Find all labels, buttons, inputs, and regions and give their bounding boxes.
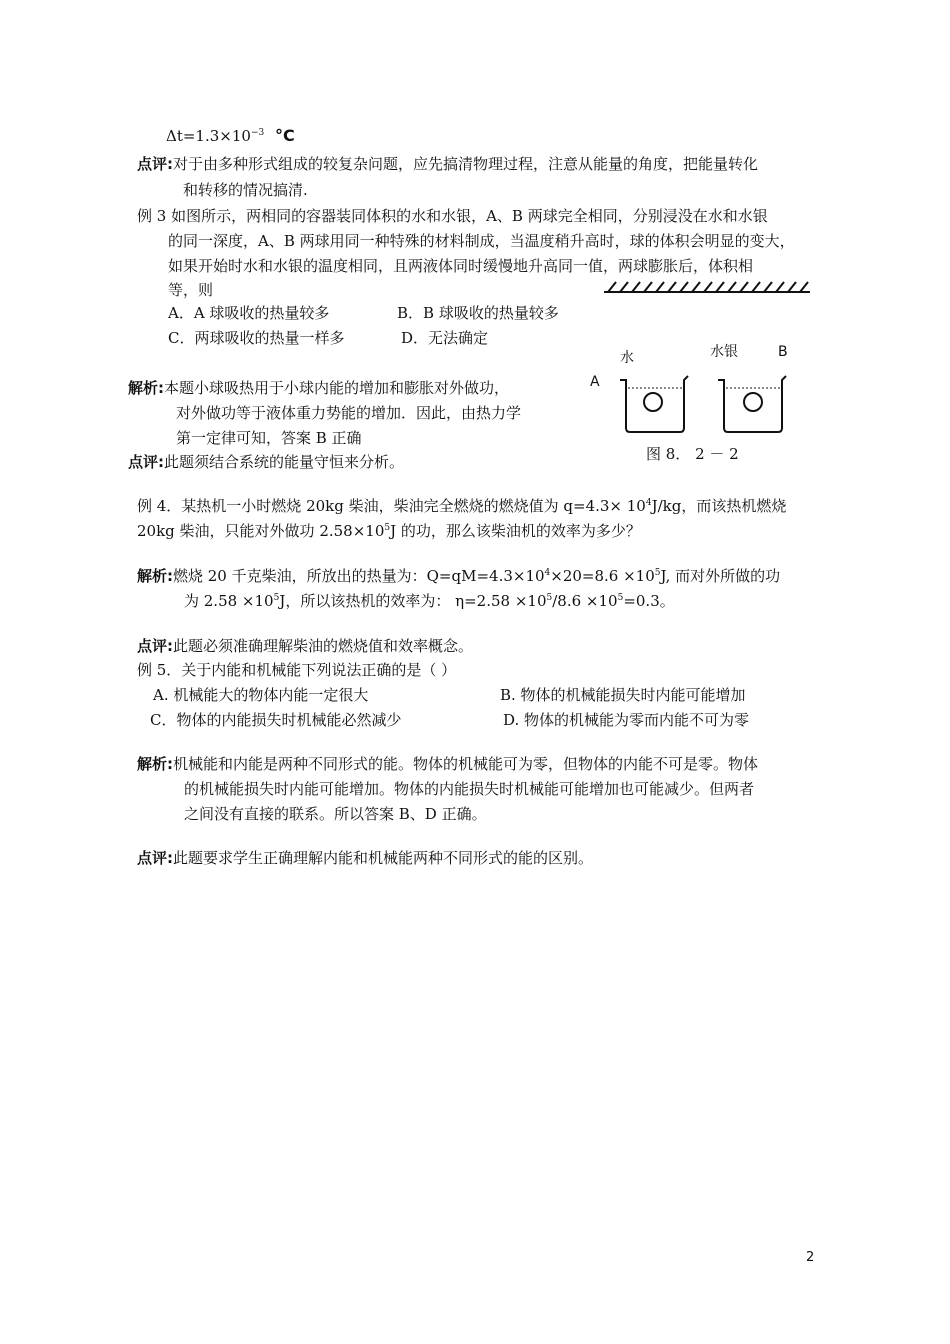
example4-line1: 例 4．某热机一小时燃烧 20kg 柴油，柴油完全燃烧的燃烧值为 $q=4.3\times 10^4J/kg$，而该热机燃烧 — [137, 497, 787, 515]
analysis4-line2: 为 $2.58 \times 10^5J$，所以该热机的效率为： $\eta=2.58 \times 10^5/8.6 \times 10^5=0.3$。 — [184, 592, 675, 610]
ball-a — [644, 393, 662, 411]
comment-label: 点评: — [128, 453, 164, 471]
example5-question: 例 5．关于内能和机械能下列说法正确的是（ ） — [137, 661, 457, 679]
comment-label: 点评: — [137, 637, 173, 655]
comment3: 点评:此题须结合系统的能量守恒来分析。 — [128, 453, 405, 471]
analysis-label: 解析: — [137, 755, 173, 773]
analysis4-line1: 解析:燃烧 20 千克柴油，所放出的热量为：$Q=qM=4.3\times 10^4\times 20=8.6 \times 10^5J$, 而对外所做的功 — [137, 567, 781, 585]
example3-option-c: C．两球吸收的热量一样多 — [168, 329, 345, 347]
comment5: 点评:此题要求学生正确理解内能和机械能两种不同形式的能的区别。 — [137, 849, 594, 867]
analysis3-line2: 对外做功等于液体重力势能的增加．因此，由热力学 — [176, 404, 522, 422]
figure-8-2-2 — [580, 278, 820, 468]
example3-line2: 的同一深度，A、B 两球用同一种特殊的材料制成，当温度稍升高时，球的体积会明显的变大， — [168, 232, 795, 250]
beaker-mercury — [718, 376, 786, 432]
ball-b — [744, 393, 762, 411]
example3-option-b: B．B 球吸收的热量较多 — [397, 304, 559, 322]
label-water: 水 — [620, 350, 634, 366]
example3-option-a: A．A 球吸收的热量较多 — [168, 304, 330, 322]
example5-option-c: C．物体的内能损失时机械能必然减少 — [150, 711, 402, 729]
analysis3-line1: 解析:本题小球吸热用于小球内能的增加和膨胀对外做功， — [128, 379, 510, 397]
comment-label: 点评: — [137, 849, 173, 867]
example3-option-d: D．无法确定 — [401, 329, 489, 347]
comment1-line1: 点评:对于由多种形式组成的较复杂问题，应先搞清物理过程，注意从能量的角度，把能量转化 — [137, 155, 759, 173]
example5-option-a: A. 机械能大的物体内能一定很大 — [153, 686, 369, 704]
analysis5-line1: 解析:机械能和内能是两种不同形式的能。物体的机械能可为零，但物体的内能不可是零。物体 — [137, 755, 759, 773]
example4-line2: 20kg 柴油，只能对外做功 $2.58\times 10^5J$ 的功，那么该柴油机的效率为多少？ — [137, 522, 641, 540]
beakers-diagram — [580, 278, 820, 468]
label-b: B — [778, 344, 788, 360]
page-number: 2 — [806, 1250, 815, 1265]
label-a: A — [590, 374, 600, 390]
hatched-surface — [604, 282, 810, 292]
figure-caption: 图 8． 2 － 2 — [646, 445, 739, 463]
delta-t-formula: $\Delta t=1.3\times 10^{-3}$ °C — [166, 126, 295, 145]
analysis-label: 解析: — [128, 379, 164, 397]
comment4: 点评:此题必须准确理解柴油的燃烧值和效率概念。 — [137, 637, 474, 655]
analysis-label: 解析: — [137, 567, 173, 585]
analysis5-line2: 的机械能损失时内能可能增加。物体的内能损失时机械能可能增加也可能减少。但两者 — [184, 780, 755, 798]
comment-label: 点评: — [137, 155, 173, 173]
analysis5-line3: 之间没有直接的联系。所以答案 B、D 正确。 — [184, 805, 487, 823]
comment1-line2: 和转移的情况搞清. — [183, 181, 308, 199]
example3-line3: 如果开始时水和水银的温度相同，且两液体同时缓慢地升高同一值，两球膨胀后，体积相 — [168, 257, 754, 275]
example3-line1: 例 3 如图所示，两相同的容器装同体积的水和水银，A、B 两球完全相同，分别浸没在水和水银 — [137, 207, 768, 225]
beaker-water — [620, 376, 688, 432]
label-mercury: 水银 — [710, 344, 738, 360]
analysis3-line3: 第一定律可知，答案 B 正确 — [176, 429, 362, 447]
example5-option-b: B. 物体的机械能损失时内能可能增加 — [500, 686, 746, 704]
example3-line4: 等，则 — [168, 281, 214, 299]
example5-option-d: D. 物体的机械能为零而内能不可为零 — [503, 711, 750, 729]
